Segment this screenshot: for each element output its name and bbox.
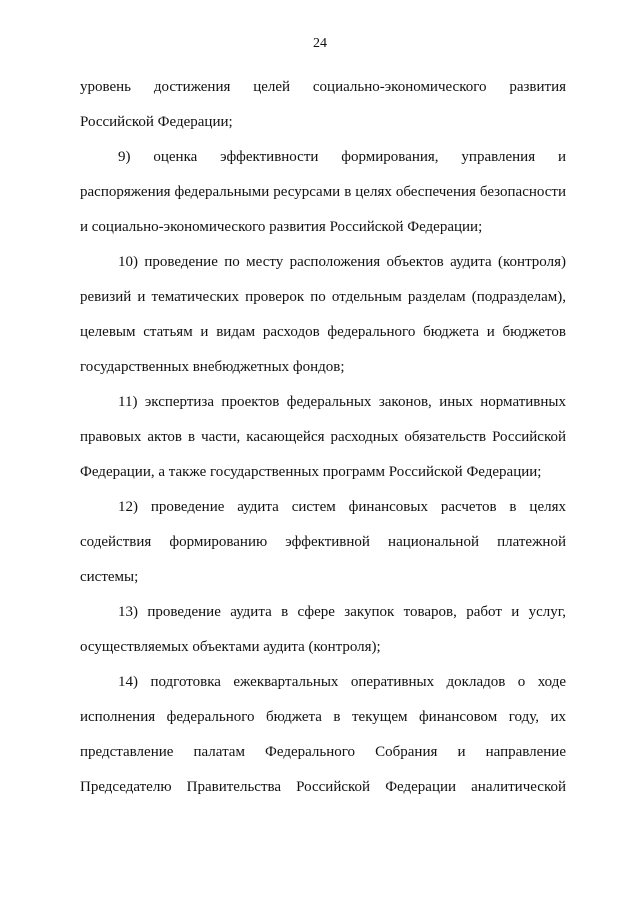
- text-line: исполнения федерального бюджета в текущем финансовом году, их: [80, 709, 566, 725]
- text-line: целевым статьям и видам расходов федерального бюджета и бюджетов: [80, 324, 566, 340]
- text-line: уровень достижения целей социально-экономического развития: [80, 79, 566, 95]
- text-line: и социально-экономического развития Российской Федерации;: [80, 219, 483, 235]
- text-line: 14) подготовка ежеквартальных оперативных докладов о ходе: [118, 674, 566, 690]
- text-line: 10) проведение по месту расположения объектов аудита (контроля): [118, 254, 566, 270]
- text-line: представление палатам Федерального Собрания и направление: [80, 744, 566, 760]
- text-line: ревизий и тематических проверок по отдельным разделам (подразделам),: [80, 289, 566, 305]
- text-line: Председателю Правительства Российской Федерации аналитической: [80, 779, 566, 795]
- text-line: системы;: [80, 569, 139, 585]
- text-line: государственных внебюджетных фондов;: [80, 359, 345, 375]
- text-line: содействия формированию эффективной национальной платежной: [80, 534, 566, 550]
- text-line: осуществляемых объектами аудита (контроля);: [80, 639, 381, 655]
- text-line: 13) проведение аудита в сфере закупок товаров, работ и услуг,: [118, 604, 566, 620]
- text-line: правовых актов в части, касающейся расходных обязательств Российской: [80, 429, 566, 445]
- text-line: 11) экспертиза проектов федеральных законов, иных нормативных: [118, 394, 566, 410]
- text-line: распоряжения федеральными ресурсами в целях обеспечения безопасности: [80, 184, 566, 200]
- text-line: 9) оценка эффективности формирования, управления и: [118, 149, 566, 165]
- text-line: Российской Федерации;: [80, 114, 233, 130]
- page-number: 24: [313, 36, 327, 51]
- text-line: 12) проведение аудита систем финансовых расчетов в целях: [118, 499, 566, 515]
- text-line: Федерации, а также государственных программ Российской Федерации;: [80, 464, 542, 480]
